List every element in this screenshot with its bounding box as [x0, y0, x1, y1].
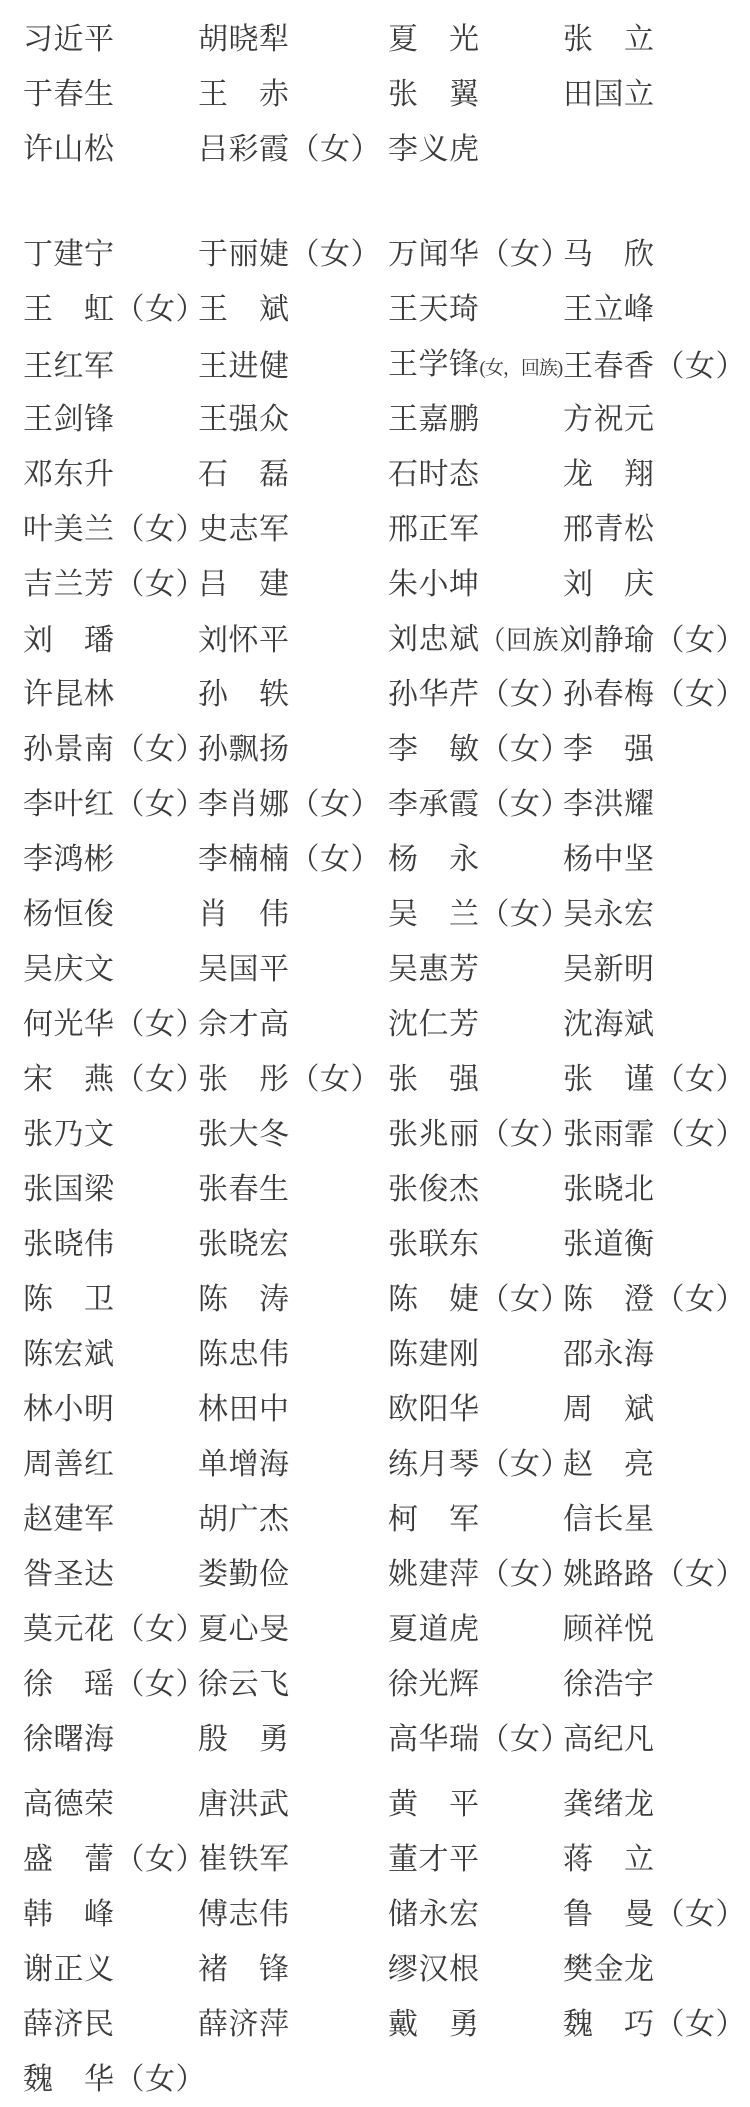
- name-cell: 王 斌: [198, 293, 290, 326]
- name-cell: 高纪凡: [563, 1723, 655, 1756]
- name-cell: 张国梁: [23, 1173, 115, 1206]
- name-cell: 刘 璠: [23, 623, 115, 657]
- name-cell: 韩 峰: [23, 1898, 115, 1931]
- name-cell: 马 欣: [563, 238, 655, 271]
- name-cell: 田国立: [563, 78, 655, 111]
- name-cell: 孙飘扬: [198, 733, 290, 766]
- name-cell: 唐洪武: [198, 1788, 290, 1821]
- name-cell: 胡晓犁: [198, 23, 290, 56]
- name-row: [0, 1997, 750, 2052]
- name-cell: 张乃文: [23, 1118, 115, 1151]
- name-cell: 徐曙海: [23, 1723, 115, 1756]
- name-cell: 陈 卫: [23, 1283, 115, 1316]
- name-cell: 张俊杰: [388, 1173, 480, 1206]
- name-cell: 吴庆文: [23, 953, 115, 986]
- name-cell: 张 翼: [388, 78, 480, 111]
- name-cell: 张 强: [388, 1063, 480, 1096]
- name-cell: 林田中: [198, 1393, 290, 1426]
- name-cell: 杨 永: [388, 843, 480, 876]
- name-cell: 顾祥悦: [563, 1613, 655, 1646]
- name-cell: 佘才高: [198, 1008, 290, 1041]
- name-cell: 王进健: [198, 350, 290, 383]
- name-cell: 孙 轶: [198, 678, 290, 711]
- name-row: [0, 282, 750, 337]
- name-cell: 于春生: [23, 78, 115, 111]
- name-cell: 孙春梅（女）: [563, 678, 746, 711]
- name-cell: 丁建宁: [23, 238, 115, 271]
- name-row: [0, 832, 750, 887]
- name-cell: 王剑锋: [23, 403, 115, 436]
- name-row: [0, 1162, 750, 1217]
- name-cell: 胡广杰: [198, 1503, 290, 1536]
- name-row: [0, 1437, 750, 1492]
- name-cell: 姚路路（女）: [563, 1558, 746, 1591]
- name-cell: 董才平: [388, 1843, 480, 1876]
- name-cell: 张 彤（女）: [198, 1063, 381, 1096]
- name-cell: 徐浩宇: [563, 1668, 655, 1701]
- name-cell: 盛 蕾（女）: [23, 1843, 206, 1876]
- name-cell: 张雨霏（女）: [563, 1118, 746, 1151]
- name-cell: 李鸿彬: [23, 843, 115, 876]
- name-cell: 张晓伟: [23, 1228, 115, 1261]
- name-cell: 孙华芹（女）: [388, 678, 571, 711]
- name-cell: 徐云飞: [198, 1668, 290, 1701]
- name-row: [0, 887, 750, 942]
- name-cell: 邵永海: [563, 1338, 655, 1371]
- name-cell: 殷 勇: [198, 1723, 290, 1756]
- name-cell: 宋 燕（女）: [23, 1063, 206, 1096]
- name-cell: 万闻华（女）: [388, 238, 571, 271]
- name-cell: 刘怀平: [198, 623, 290, 657]
- name-cell: 李洪耀: [563, 788, 655, 821]
- name-cell: 高华瑞（女）: [388, 1723, 571, 1756]
- name-cell: 叶美兰（女）: [23, 513, 206, 546]
- name-row: [0, 1382, 750, 1437]
- name-cell: 徐光辉: [388, 1668, 480, 1701]
- name-row: [0, 997, 750, 1052]
- name-cell: 张道衡: [563, 1228, 655, 1261]
- name-row: [0, 12, 750, 67]
- name-cell: 方祝元: [563, 403, 655, 436]
- name-cell: 周善红: [23, 1448, 115, 1481]
- name-row: [0, 1492, 750, 1547]
- name-cell: 刘 庆: [563, 568, 655, 601]
- name-row: [0, 1777, 750, 1832]
- name-cell: 吴新明: [563, 953, 655, 986]
- name-section-3: [0, 1777, 750, 2107]
- name-row: [0, 1887, 750, 1942]
- section-gap: [0, 177, 750, 227]
- name-cell: 陈建刚: [388, 1338, 480, 1371]
- name-cell: 刘忠斌（回族）: [388, 623, 586, 656]
- name-cell: 徐 瑶（女）: [23, 1668, 206, 1701]
- name-cell: 李 强: [563, 733, 655, 766]
- name-cell: 夏道虎: [388, 1613, 480, 1646]
- name-cell: 李楠楠（女）: [198, 843, 381, 876]
- name-cell: 王天琦: [388, 293, 480, 326]
- name-cell: 高德荣: [23, 1788, 115, 1821]
- name-cell: 娄勤俭: [198, 1558, 290, 1591]
- name-cell: 信长星: [563, 1503, 655, 1536]
- name-row: [0, 1107, 750, 1162]
- name-cell: 王春香（女）: [563, 350, 746, 383]
- name-cell: 吕 建: [198, 568, 290, 601]
- name-row: [0, 1657, 750, 1712]
- name-cell: 吴 兰（女）: [388, 898, 571, 931]
- name-row: [0, 777, 750, 832]
- name-cell: 王嘉鹏: [388, 403, 480, 436]
- name-row: [0, 612, 750, 667]
- name-cell: 鲁 曼（女）: [563, 1898, 746, 1931]
- name-cell: 傅志伟: [198, 1898, 290, 1931]
- name-cell: 柯 军: [388, 1503, 480, 1536]
- name-cell: 邢正军: [388, 513, 480, 546]
- name-cell: 史志军: [198, 513, 290, 546]
- name-cell: 林小明: [23, 1393, 115, 1426]
- name-cell: 陈 澄（女）: [563, 1283, 746, 1316]
- name-cell: 何光华（女）: [23, 1008, 206, 1041]
- name-cell: 薛济萍: [198, 2008, 290, 2041]
- name-cell: 刘静瑜（女）: [563, 623, 746, 657]
- name-cell: 吴国平: [198, 953, 290, 986]
- name-cell: 王学锋(女，回族): [388, 348, 563, 381]
- name-cell: 夏 光: [388, 23, 480, 56]
- name-cell: 蒋 立: [563, 1843, 655, 1876]
- name-row: [0, 122, 750, 177]
- name-cell: 薛济民: [23, 2008, 115, 2041]
- name-cell: 李肖娜（女）: [198, 788, 381, 821]
- name-cell: 王红军: [23, 350, 115, 383]
- name-row: [0, 447, 750, 502]
- gender-ethnic-note: (女，回族): [479, 358, 563, 379]
- name-cell: 黄 平: [388, 1788, 480, 1821]
- name-cell: 崔铁军: [198, 1843, 290, 1876]
- name-cell: 陈忠伟: [198, 1338, 290, 1371]
- name-cell: 陈 婕（女）: [388, 1283, 571, 1316]
- name-row: [0, 1942, 750, 1997]
- name-cell: 于丽婕（女）: [198, 238, 381, 271]
- name-cell: 张大冬: [198, 1118, 290, 1151]
- name-row: [0, 1327, 750, 1382]
- name-cell: 张春生: [198, 1173, 290, 1206]
- name-cell: 王 赤: [198, 78, 290, 111]
- section-gap: [0, 1767, 750, 1777]
- name-cell: 张联东: [388, 1228, 480, 1261]
- name-row: [0, 1217, 750, 1272]
- name-cell: 肖 伟: [198, 898, 290, 931]
- name-cell: 王立峰: [563, 293, 655, 326]
- name-cell: 储永宏: [388, 1898, 480, 1931]
- name-cell: 沈海斌: [563, 1008, 655, 1041]
- name-row: [0, 2052, 750, 2107]
- name-cell: 王强众: [198, 403, 290, 436]
- name-row: [0, 67, 750, 122]
- name-row: [0, 1272, 750, 1327]
- name-cell: 邓东升: [23, 458, 115, 491]
- name-cell: 魏 华（女）: [23, 2063, 206, 2096]
- name-row: [0, 667, 750, 722]
- name-cell: 许昆林: [23, 678, 115, 711]
- name-cell: 魏 巧（女）: [563, 2008, 746, 2041]
- name-cell: 张 立: [563, 23, 655, 56]
- name-cell: 张晓宏: [198, 1228, 290, 1261]
- name-row: [0, 1712, 750, 1767]
- name-cell: 谢正义: [23, 1953, 115, 1986]
- name-cell: 姚建萍（女）: [388, 1558, 571, 1591]
- gender-ethnic-note: （回族）: [479, 626, 586, 655]
- name-cell: 龙 翔: [563, 458, 655, 491]
- name-cell: 吕彩霞（女）: [198, 133, 381, 166]
- name-cell: 周 斌: [563, 1393, 655, 1426]
- name-cell: 陈 涛: [198, 1283, 290, 1316]
- name-cell: 邢青松: [563, 513, 655, 546]
- name-cell: 沈仁芳: [388, 1008, 480, 1041]
- name-cell: 习近平: [23, 23, 115, 56]
- name-row: [0, 1052, 750, 1107]
- name-cell: 李义虎: [388, 133, 480, 166]
- name-row: [0, 392, 750, 447]
- name-cell: 王 虹（女）: [23, 293, 206, 326]
- name-row: [0, 337, 750, 392]
- name-cell: 莫元花（女）: [23, 1613, 206, 1646]
- name-cell: 缪汉根: [388, 1953, 480, 1986]
- name-cell: 张兆丽（女）: [388, 1118, 571, 1151]
- name-cell: 张晓北: [563, 1173, 655, 1206]
- name-section-2: [0, 227, 750, 1767]
- name-cell: 石 磊: [198, 458, 290, 491]
- name-cell: 陈宏斌: [23, 1338, 115, 1371]
- name-cell: 孙景南（女）: [23, 733, 206, 766]
- name-row: [0, 1547, 750, 1602]
- name-cell: 杨恒俊: [23, 898, 115, 931]
- name-cell: 龚绪龙: [563, 1788, 655, 1821]
- name-row: [0, 227, 750, 282]
- name-cell: 吴永宏: [563, 898, 655, 931]
- name-section-1: [0, 12, 750, 177]
- name-row: [0, 942, 750, 997]
- name-cell: 李叶红（女）: [23, 788, 206, 821]
- name-cell: 单增海: [198, 1448, 290, 1481]
- name-cell: 练月琴（女）: [388, 1448, 571, 1481]
- name-cell: 欧阳华: [388, 1393, 480, 1426]
- name-cell: 樊金龙: [563, 1953, 655, 1986]
- name-row: [0, 722, 750, 777]
- name-cell: 朱小坤: [388, 568, 480, 601]
- name-cell: 李 敏（女）: [388, 733, 571, 766]
- name-cell: 昝圣达: [23, 1558, 115, 1591]
- name-cell: 吴惠芳: [388, 953, 480, 986]
- name-cell: 吉兰芳（女）: [23, 568, 206, 601]
- name-row: [0, 557, 750, 612]
- name-cell: 赵 亮: [563, 1448, 655, 1481]
- name-cell: 李承霞（女）: [388, 788, 571, 821]
- name-cell: 戴 勇: [388, 2008, 480, 2041]
- name-row: [0, 1602, 750, 1657]
- name-cell: 张 谨（女）: [563, 1063, 746, 1096]
- name-cell: 石时态: [388, 458, 480, 491]
- name-cell: 夏心旻: [198, 1613, 290, 1646]
- name-cell: 杨中坚: [563, 843, 655, 876]
- name-cell: 许山松: [23, 133, 115, 166]
- name-cell: 赵建军: [23, 1503, 115, 1536]
- name-row: [0, 1832, 750, 1887]
- name-row: [0, 502, 750, 557]
- name-cell: 褚 锋: [198, 1953, 290, 1986]
